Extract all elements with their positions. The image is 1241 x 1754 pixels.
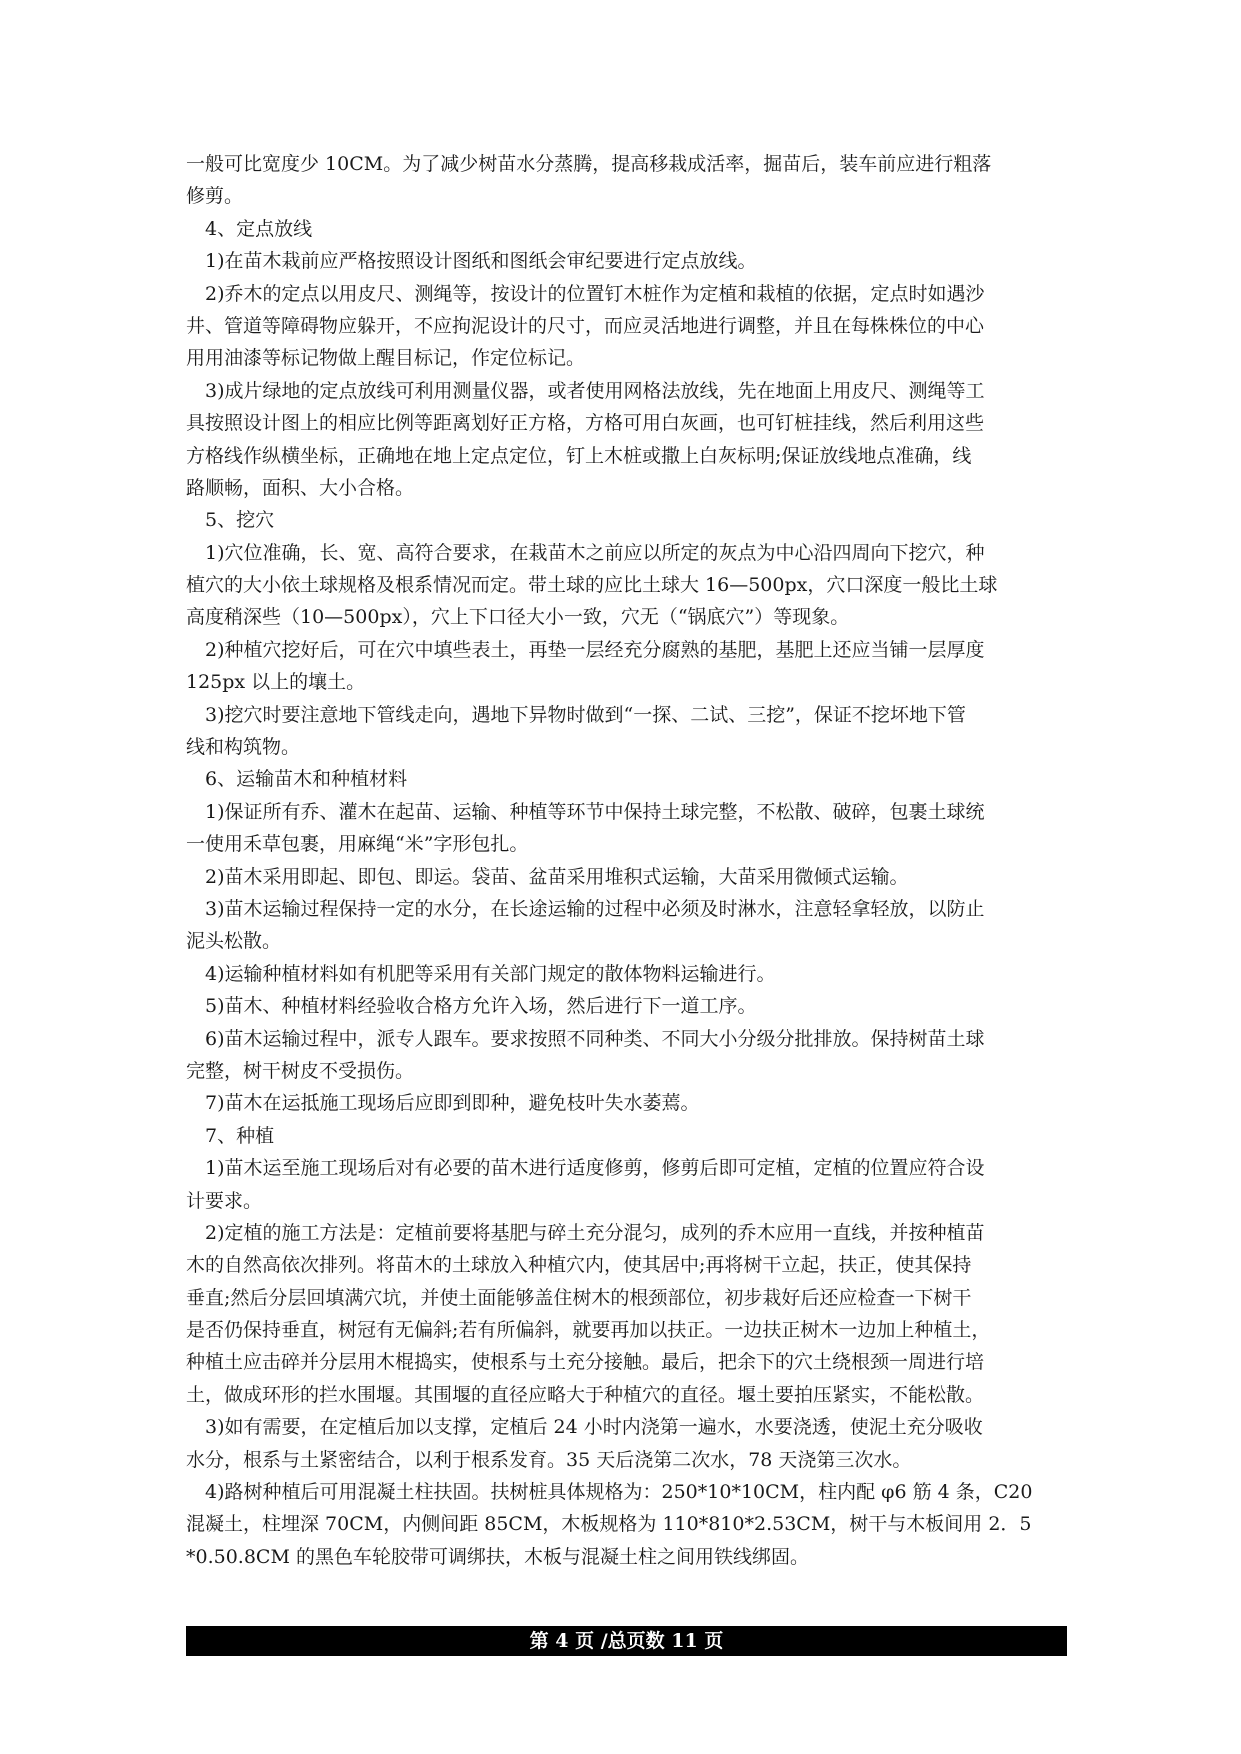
text-line: 5)苗木、种植材料经验收合格方允许入场，然后进行下一道工序。 (186, 995, 757, 1018)
text-line: 方格线作纵横坐标，正确地在地上定点定位，钉上木桩或撒上白灰标明;保证放线地点准确，线 (186, 444, 972, 467)
text-line: 125px 以上的壤土。 (186, 671, 366, 694)
text-line: 3)成片绿地的定点放线可利用测量仪器，或者使用网格法放线，先在地面上用皮尺、测绳等工 (186, 379, 985, 402)
text-line: 2)苗木采用即起、即包、即运。袋苗、盆苗采用堆积式运输，大苗采用微倾式运输。 (186, 865, 909, 888)
document-body (186, 148, 1068, 1573)
page-footer (186, 1626, 1067, 1656)
text-line: 2)定植的施工方法是：定植前要将基肥与碎土充分混匀，成列的乔木应用一直线，并按种植苗 (186, 1221, 985, 1244)
text-line: 一般可比宽度少 10CM。为了减少树苗水分蒸腾，提高移栽成活率，掘苗后，装车前应进行粗落 (186, 153, 992, 175)
page-number-label: 第 4 页 /总页数 11 页 (529, 1630, 724, 1652)
text-line: 1)保证所有乔、灌木在起苗、运输、种植等环节中保持土球完整，不松散、破碎，包裹土球统 (186, 800, 985, 823)
text-line: 具按照设计图上的相应比例等距离划好正方格，方格可用白灰画，也可钉桩挂线，然后利用这些 (186, 412, 985, 435)
text-line: 修剪。 (186, 185, 244, 208)
text-line: 混凝土，柱埋深 70CM，内侧间距 85CM，木板规格为 110*810*2.53CM，树干与木板间用 2．5 (186, 1513, 1032, 1536)
text-line: 4)运输种植材料如有机肥等采用有关部门规定的散体物料运输进行。 (186, 962, 776, 985)
text-line: 3)苗木运输过程保持一定的水分，在长途运输的过程中必须及时淋水，注意轻拿轻放，以防止 (186, 897, 985, 920)
text-line: 6、运输苗木和种植材料 (186, 768, 408, 791)
text-line: 1)苗木运至施工现场后对有必要的苗木进行适度修剪，修剪后即可定植，定植的位置应符合设 (186, 1157, 985, 1180)
text-line: 高度稍深些（10—500px），穴上下口径大小一致，穴无（“锅底穴”）等现象。 (186, 606, 850, 629)
text-line: 植穴的大小依土球规格及根系情况而定。带土球的应比土球大 16—500px，穴口深度一般比土球 (186, 574, 998, 597)
text-line: 水分，根系与土紧密结合，以利于根系发育。35 天后浇第二次水，78 天浇第三次水。 (186, 1448, 912, 1471)
text-line: 2)乔木的定点以用皮尺、测绳等，按设计的位置钉木桩作为定植和栽植的依据，定点时如遇沙 (186, 282, 985, 305)
text-line: 一使用禾草包裹，用麻绳“米”字形包扎。 (186, 833, 529, 856)
text-line: 4)路树种植后可用混凝土柱扶固。扶树桩具体规格为：250*10*10CM，柱内配 φ6 筋 4 条，C20 (186, 1481, 1033, 1504)
text-line: 1)穴位准确，长、宽、高符合要求，在栽苗木之前应以所定的灰点为中心沿四周向下挖穴，种 (186, 541, 985, 564)
text-line: 7、种植 (186, 1124, 275, 1147)
text-line: 4、定点放线 (186, 217, 313, 240)
text-line: 是否仍保持垂直，树冠有无偏斜;若有所偏斜，就要再加以扶正。一边扶正树木一边加上种植土， (186, 1319, 991, 1342)
text-line: 7)苗木在运抵施工现场后应即到即种，避免枝叶失水萎蔫。 (186, 1092, 700, 1115)
text-line: 木的自然高依次排列。将苗木的土球放入种植穴内，使其居中;再将树干立起，扶正，使其保持 (186, 1254, 972, 1277)
text-line: 种植土应击碎并分层用木棍捣实，使根系与土充分接触。最后，把余下的穴土绕根颈一周进行培 (186, 1351, 985, 1374)
text-line: 6)苗木运输过程中，派专人跟车。要求按照不同种类、不同大小分级分批排放。保持树苗土球 (186, 1027, 985, 1050)
text-line: 垂直;然后分层回填满穴坑，并使土面能够盖住树木的根颈部位，初步栽好后还应检查一下树干 (186, 1286, 972, 1309)
text-line: 泥头松散。 (186, 930, 282, 953)
text-line: 3)挖穴时要注意地下管线走向，遇地下异物时做到“一探、二试、三挖”，保证不挖坏地下管 (186, 703, 966, 726)
text-line: 计要求。 (186, 1189, 263, 1212)
text-line: 5、挖穴 (186, 509, 275, 532)
text-line: 完整，树干树皮不受损伤。 (186, 1059, 415, 1082)
text-line: *0.50.8CM 的黑色车轮胶带可调绑扶，木板与混凝土柱之间用铁线绑固。 (186, 1545, 809, 1568)
text-line: 用用油漆等标记物做上醒目标记，作定位标记。 (186, 347, 586, 370)
text-line: 2)种植穴挖好后，可在穴中填些表土，再垫一层经充分腐熟的基肥，基肥上还应当铺一层厚度 (186, 638, 985, 661)
text-line: 井、管道等障碍物应躲开，不应拘泥设计的尺寸，而应灵活地进行调整，并且在每株株位的中心 (186, 314, 985, 337)
text-line: 土，做成环形的拦水围堰。其围堰的直径应略大于种植穴的直径。堰土要拍压紧实，不能松散。 (186, 1383, 985, 1406)
text-line: 3)如有需要，在定植后加以支撑，定植后 24 小时内浇第一遍水，水要浇透，使泥土充分吸收 (186, 1416, 983, 1439)
text-line: 路顺畅，面积、大小合格。 (186, 476, 415, 499)
text-line: 线和构筑物。 (186, 736, 301, 759)
text-line: 1)在苗木栽前应严格按照设计图纸和图纸会审纪要进行定点放线。 (186, 250, 757, 273)
